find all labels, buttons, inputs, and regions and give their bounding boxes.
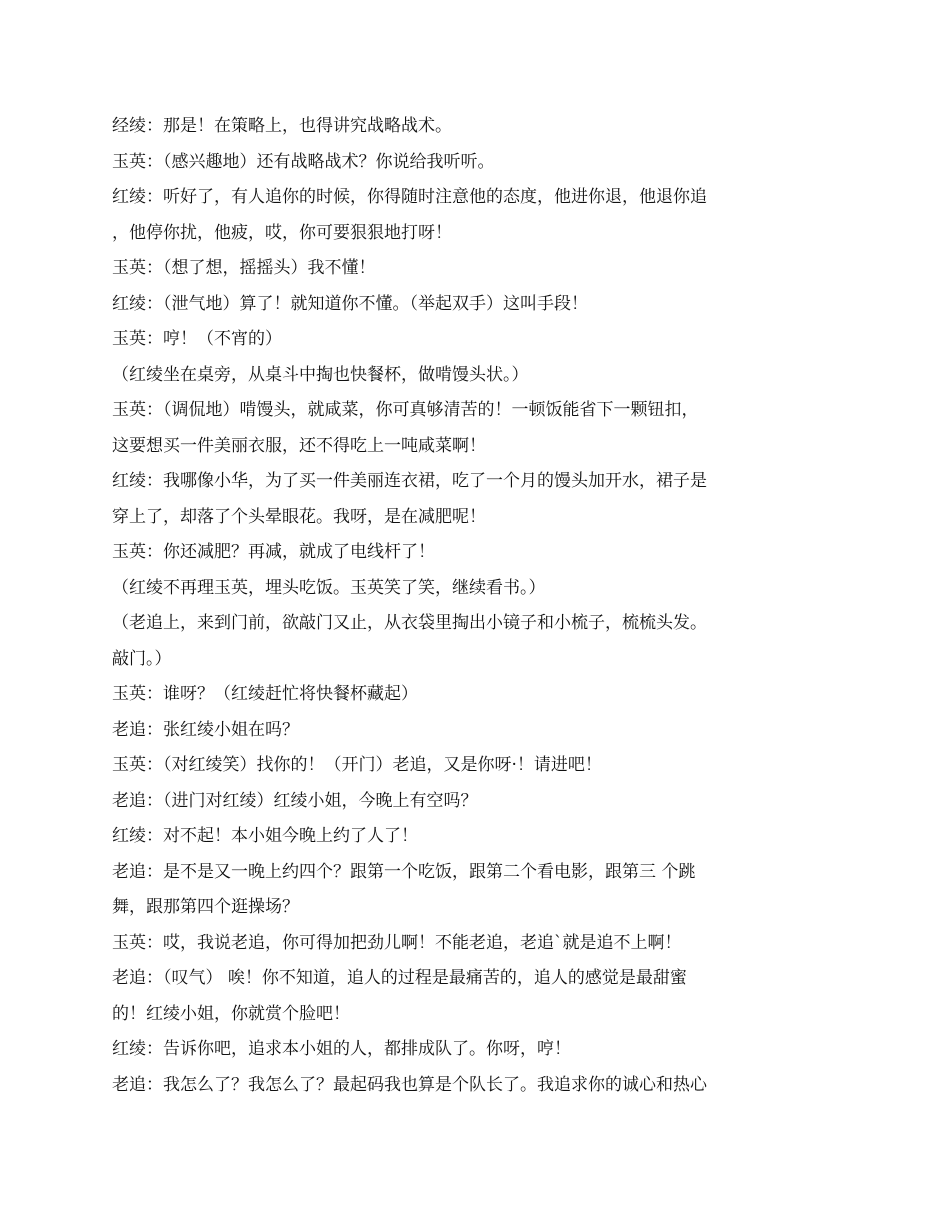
text-line: 红绫：听好了，有人追你的时候，你得随时注意他的态度，他进你退，他退你追 (112, 187, 707, 207)
text-line: 老追：（进门对红绫）红绫小姐，今晚上有空吗？ (112, 790, 478, 811)
text-line: 玉英：（想了想，摇摇头）我不懂！ (112, 258, 376, 278)
text-line: 玉英：（调侃地）啃馒头，就咸菜，你可真够清苦的！一顿饭能省下一颗钮扣， (112, 400, 699, 420)
stage-direction: 敲门。） (112, 648, 172, 669)
text-line: 玉英：谁呀？（红绫赶忙将快餐杯藏起） (112, 684, 418, 704)
text-line: 这要想买一件美丽衣服，还不得吃上一吨咸菜啊！ (112, 435, 486, 456)
text-line: 老追：张红绫小姐在吗？ (112, 719, 299, 740)
text-line: 的！红绫小姐，你就赏个脸吧！ (112, 1003, 350, 1024)
text-line: 玉英：你还减肥？再减，就成了电线杆了！ (112, 542, 435, 562)
stage-direction: （红绫坐在桌旁，从桌斗中掏也快餐杯，做啃馒头状。） (112, 364, 529, 385)
stage-direction: （老追上，来到门前，欲敲门又止，从衣袋里掏出小镜子和小梳子，梳梳头发。 (112, 613, 707, 633)
text-line: ，他停你扰，他疲，哎，你可要狠狠地打呀！ (112, 222, 452, 243)
text-line: 穿上了，却落了个头晕眼花。我呀，是在减肥呢！ (112, 506, 486, 527)
text-line: 玉英：（感兴趣地）还有战略战术？你说给我听听。 (112, 151, 495, 172)
text-line: 红绫：对不起！本小姐今晚上约了人了！ (112, 826, 418, 846)
text-line: 红绫：告诉你吧，追求本小姐的人，都排成队了。你呀，哼！ (112, 1039, 571, 1059)
text-line: 红绫：我哪像小华，为了买一件美丽连衣裙，吃了一个月的馒头加开水，裙子是 (112, 471, 707, 491)
text-line: 舞，跟那第四个逛操场？ (112, 897, 299, 917)
text-line: 老追：（叹气） 唉！你不知道，追人的过程是最痛苦的，追人的感觉是最甜蜜 (112, 968, 687, 988)
script-text (112, 109, 772, 1103)
text-line: 玉英：（对红绫笑）找你的！（开门）老追，又是你呀·！请进吧！ (112, 755, 602, 775)
text-line: 经绫：那是！在策略上，也得讲究战略战术。 (112, 116, 452, 136)
text-line: 玉英：哎，我说老追，你可得加把劲儿啊！不能老追，老追`就是追不上啊！ (112, 932, 682, 953)
stage-direction: （红绫不再理玉英，埋头吃饭。玉英笑了笑，继续看书。） (112, 577, 546, 598)
text-line: 红绫：（泄气地）算了！就知道你不懂。（举起双手）这叫手段！ (112, 293, 588, 314)
text-line: 老追：我怎么了？我怎么了？最起码我也算是个队长了。我追求你的诚心和热心 (112, 1074, 707, 1095)
text-line: 老追：是不是又一晚上约四个？跟第一个吃饭，跟第二个看电影，跟第三 个跳 (112, 861, 696, 882)
text-line: 玉英：哼！（不宵的） (112, 329, 282, 349)
